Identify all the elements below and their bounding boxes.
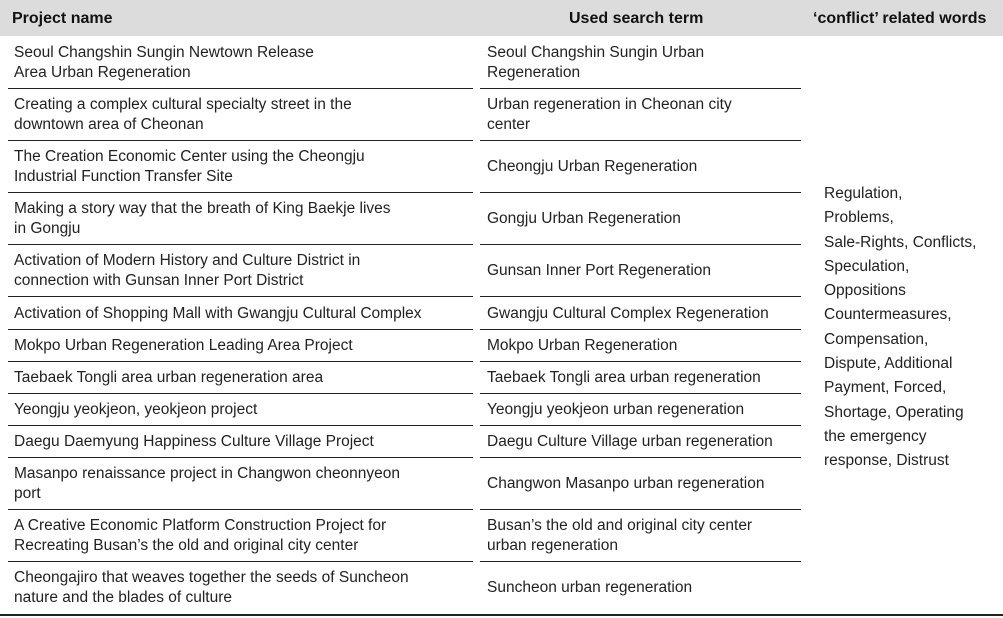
search-term-cell <box>487 89 802 141</box>
project-name-cell <box>14 510 469 562</box>
project-name-text: Mokpo Urban Regeneration Leading Area Project <box>14 337 353 354</box>
search-term-cell <box>487 141 802 193</box>
search-term-cell <box>487 330 802 362</box>
project-name-cell <box>14 394 469 426</box>
project-name-text: Daegu Daemyung Happiness Culture Village Project <box>14 433 374 450</box>
search-term-text: Suncheon urban regeneration <box>487 579 693 596</box>
search-term-text: Busan’s the old and original city center urban regeneration <box>487 517 753 554</box>
project-name-text: Making a story way that the breath of King Baekje lives in Gongju <box>14 200 391 237</box>
project-name-cell <box>14 426 469 458</box>
project-name-cell <box>14 245 469 297</box>
project-name-cell <box>14 458 469 510</box>
project-name-text: The Creation Economic Center using the Cheongju Industrial Function Transfer Site <box>14 148 365 185</box>
search-term-cell <box>487 426 802 458</box>
search-term-cell <box>487 394 802 426</box>
project-name-text: Cheongajiro that weaves together the seeds of Suncheon nature and the blades of culture <box>14 569 409 606</box>
search-term-text: Changwon Masanpo urban regeneration <box>487 475 765 492</box>
search-term-cell <box>487 562 802 614</box>
header-conflict-words: ‘conflict’ related words <box>813 10 987 27</box>
project-name-text: Masanpo renaissance project in Changwon cheonnyeon port <box>14 465 401 502</box>
search-term-cell <box>487 36 802 89</box>
conflict-words-cell: Regulation, Problems, Sale-Rights, Conflicts, Speculation, Oppositions Countermeasures, Compensation, Dispute, Additional Payment, Forced, Shortage, Operating the emergency response, Distrust <box>824 185 977 470</box>
search-term-cell <box>487 245 802 297</box>
search-term-text: Yeongju yeokjeon urban regeneration <box>487 401 745 418</box>
project-name-text: Activation of Modern History and Culture District in connection with Gunsan Inner Port District <box>14 252 361 289</box>
project-name-cell <box>14 330 469 362</box>
search-term-text: Seoul Changshin Sungin Urban Regeneration <box>487 43 705 81</box>
header-search-term: Used search term <box>569 10 704 27</box>
table-row <box>0 36 1003 89</box>
search-term-text: Gongju Urban Regeneration <box>487 210 681 227</box>
table-row <box>0 562 1003 614</box>
search-term-text: Gunsan Inner Port Regeneration <box>487 262 712 279</box>
search-term-cell <box>487 362 802 394</box>
project-name-text: Yeongju yeokjeon, yeokjeon project <box>14 401 258 418</box>
search-term-cell <box>487 458 802 510</box>
project-name-text: Taebaek Tongli area urban regeneration area <box>14 369 324 386</box>
project-name-cell <box>14 141 469 193</box>
project-name-text: Activation of Shopping Mall with Gwangju Cultural Complex <box>14 304 422 322</box>
search-term-text: Daegu Culture Village urban regeneration <box>487 433 773 450</box>
header-project-name: Project name <box>12 10 113 27</box>
table-row <box>0 89 1003 141</box>
project-name-cell <box>14 193 469 245</box>
project-name-cell <box>14 89 469 141</box>
search-term-text: Taebaek Tongli area urban regeneration <box>487 369 761 386</box>
project-name-cell <box>14 362 469 394</box>
search-term-text: Mokpo Urban Regeneration <box>487 337 678 354</box>
project-name-cell <box>14 297 469 330</box>
project-name-cell <box>14 562 469 614</box>
search-term-text: Gwangju Cultural Complex Regeneration <box>487 304 769 322</box>
search-term-cell <box>487 510 802 562</box>
project-name-text: Creating a complex cultural specialty street in the downtown area of Cheonan <box>14 96 352 133</box>
project-name-text: A Creative Economic Platform Construction Project for Recreating Busan’s the old and original city center <box>14 517 387 554</box>
project-name-text: Seoul Changshin Sungin Newtown Release Area Urban Regeneration <box>14 43 314 81</box>
table-row <box>0 510 1003 562</box>
search-term-text: Urban regeneration in Cheonan city center <box>487 96 732 133</box>
search-term-cell <box>487 193 802 245</box>
project-name-cell <box>14 36 469 89</box>
table-bottom-rule <box>0 614 1003 616</box>
search-term-text: Cheongju Urban Regeneration <box>487 158 698 175</box>
table-header <box>0 0 1003 36</box>
search-term-cell <box>487 297 802 330</box>
